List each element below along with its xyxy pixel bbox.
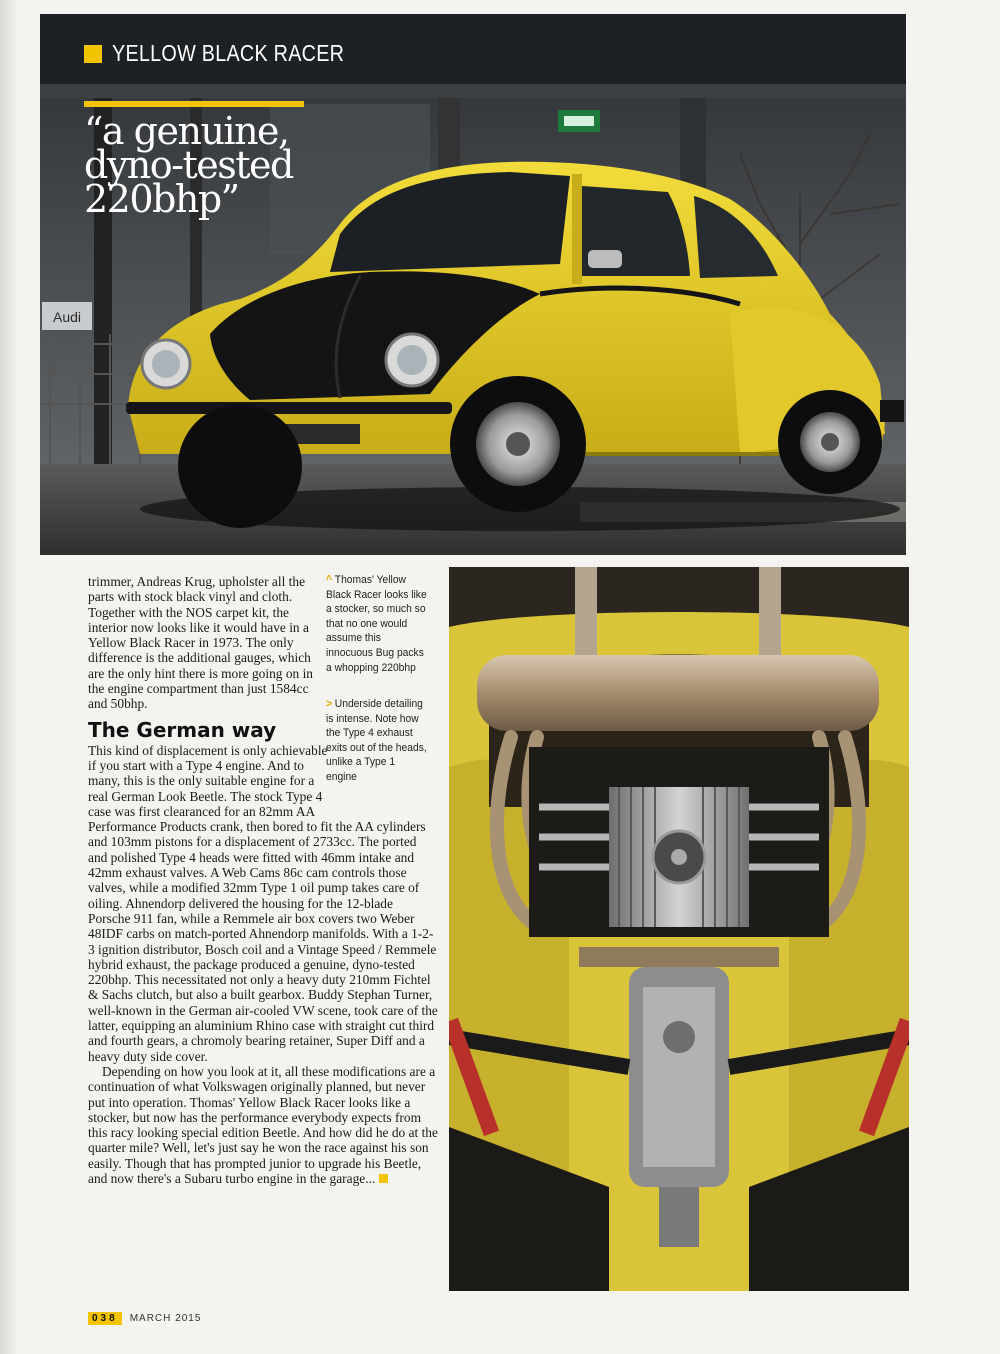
pull-quote: “a genuine, dyno-tested 220bhp” <box>84 109 293 221</box>
paragraph-main: This kind of displacement is only achievable if you start with a Type 4 engine. And to many, this is the only suitable engine for a real German Look Beetle. The stock Type 4 case was first clearanced for an 82mm AA Performance Products crank, then bored to fit the AA cylinders and 103mm pistons for a displacement of 2733cc. The ported and polished Type 4 heads were fitted with 46mm intake and 42mm exhaust valves. A Web Cams 86c cam controls those valves, while a modified 32mm Type 1 oil pump takes care of oiling. Ahnendorp delivered the housing for the 12-blade Porsche 911 fan, while a Remmele air box covers two Weber 48IDF carbs on match-ported Ahnendorp manifolds. With a 1-2-3 ignition distributor, Bosch coil and a Vintage Speed / Remmele hybrid exhaust, the package produced a genuine, dyno-tested 220bhp. This necessitated not only a heavy duty 210mm Fichtel & Sachs clutch, but also a built gearbox. Buddy Stephan Turner, well-known in the German air-cooled VW scene, took care of the latter, equipping an aluminium Rhino case with straight cut third and fourth gears, a chromoly bearing retainer, Super Diff and a heavy duty side cover. <box>88 742 438 1064</box>
pull-quote-rule <box>84 101 304 107</box>
subhead: The German way <box>88 717 277 742</box>
caption-car <box>326 573 427 675</box>
paragraph-closing <box>88 1064 438 1186</box>
audi-sign: Audi <box>52 309 82 325</box>
paragraph-main-wrap <box>88 743 438 1064</box>
hero-photo <box>40 14 906 555</box>
car-photo-illustration <box>40 14 906 555</box>
caption-engine <box>326 697 427 785</box>
paragraph-closing-text: Depending on how you look at it, all these modifications are a continuation of what Volkswagen originally planned, but never put into operation. Thomas' Yellow Black Racer looks like a stocker, but now has the performance everybody expects from this racy looking special edition Beetle. And how did he do at the quarter mile? Well, let's just say he won the race against his son easily. Though that has prompted junior to upgrade his Beetle, and now there's a Subaru turbo engine in the garage... <box>88 1063 438 1186</box>
end-mark-icon <box>379 1174 388 1183</box>
caption-right-arrow-icon: > <box>326 698 333 710</box>
caption-car-text: Thomas' Yellow Black Racer looks like a stocker, so much so that no one would assume this innocuous Bug packs a whopping 220bhp <box>326 574 427 674</box>
issue-date: MARCH 2015 <box>129 1313 202 1324</box>
page-folio <box>88 1312 201 1325</box>
caption-engine-text: Underside detailing is intense. Note how the Type 4 exhaust exits out of the heads, unlike a Type 1 engine <box>326 698 427 783</box>
paragraph-intro: trimmer, Andreas Krug, upholster all the parts with stock black vinyl and cloth. Together with the NOS carpet kit, the interior now looks like it would have in a Yellow Black Racer in 1973. The only difference is the additional gauges, which are the only hint there is more going on in the engine compartment than just 1584cc and 50bhp. <box>88 574 313 712</box>
caption-up-arrow-icon: ^ <box>326 574 333 586</box>
section-tag <box>84 40 382 67</box>
page-number: 038 <box>88 1312 122 1325</box>
engine-photo <box>449 567 909 1291</box>
page-edge-shadow <box>0 0 18 1354</box>
section-tag-text: YELLOW BLACK RACER <box>112 40 345 66</box>
engine-photo-illustration <box>449 567 909 1291</box>
section-tag-square-icon <box>84 45 102 63</box>
